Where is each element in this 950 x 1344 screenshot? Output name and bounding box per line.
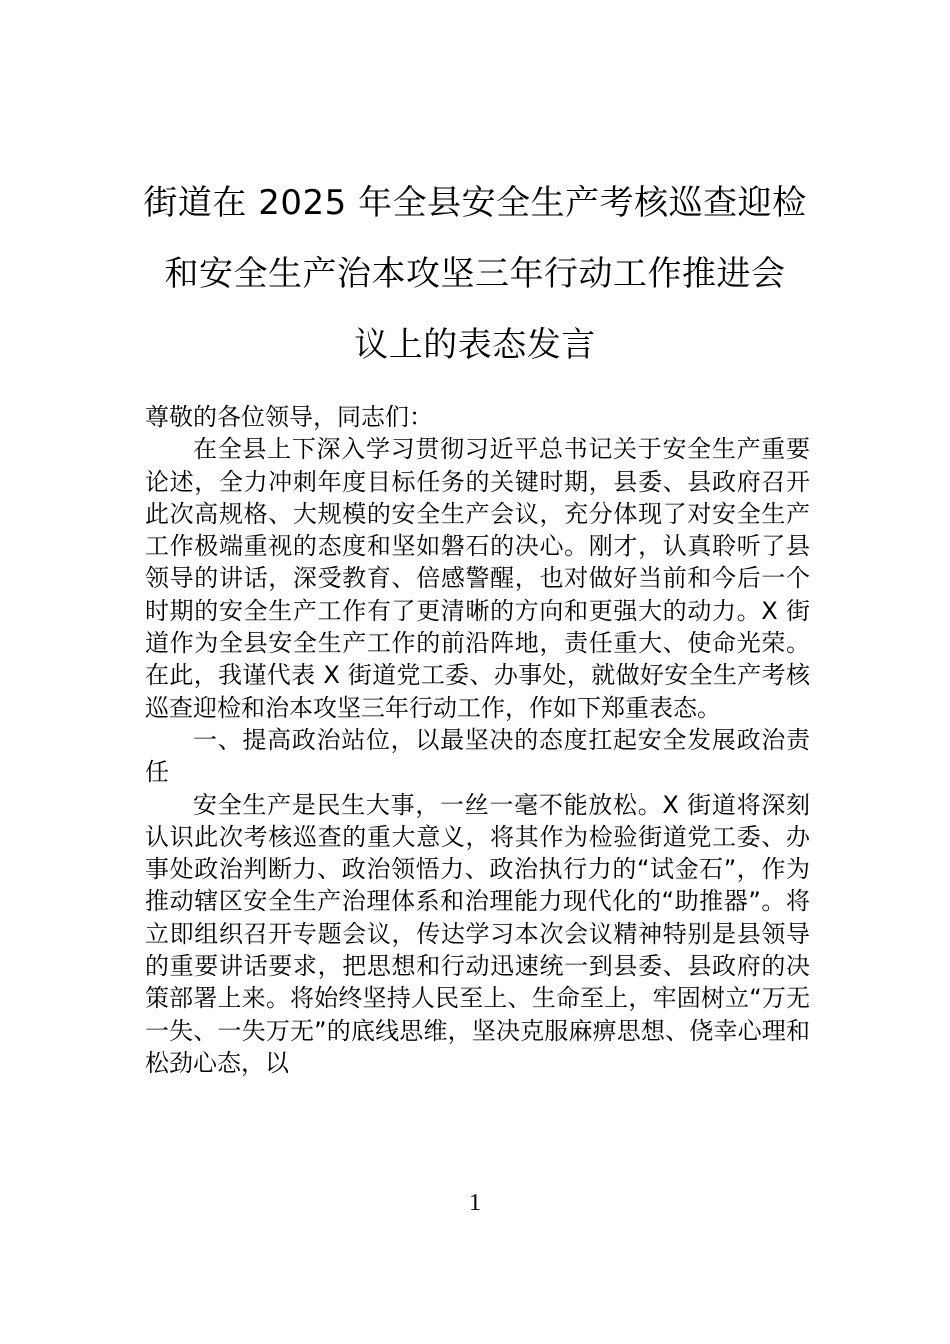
document-body [145, 401, 810, 1079]
title-line-2: 和安全生产治本攻坚三年行动工作推进会 [164, 254, 786, 294]
section-heading-1: 一、提高政治站位，以最坚决的态度扛起安全发展政治责任 [145, 725, 810, 787]
document-title [140, 168, 810, 381]
page-number: 1 [469, 1190, 481, 1216]
paragraph-section-1: 安全生产是民生大事，一丝一毫不能放松。X 街道将深刻认识此次考核巡查的重大意义，将其作为检验街道党工委、办事处政治判断力、政治领悟力、政治执行力的“试金石”，作为推动辖区安全生产治理体系和治理能力现代化的“助推器”。将立即组织召开专题会议，传达学习本次会议精神特别是县领导的重要讲话要求，把思想和行动迅速统一到县委、县政府的决策部署上来。将始终坚持人民至上、生命至上，牢固树立“万无一失、一失万无”的底线思维，坚决克服麻痹思想、侥幸心理和松劲心态，以 [145, 790, 810, 1077]
title-line-1: 街道在 2025 年全县安全生产考核巡查迎检 [143, 183, 807, 223]
salutation: 尊敬的各位领导，同志们： [145, 403, 433, 431]
title-line-3: 议上的表态发言 [354, 325, 596, 365]
paragraph-intro: 在全县上下深入学习贯彻习近平总书记关于安全生产重要论述，全力冲刺年度目标任务的关键时期，县委、县政府召开此次高规格、大规模的安全生产会议，充分体现了对安全生产工作极端重视的态度和坚如磐石的决心。刚才，认真聆听了县领导的讲话，深受教育、倍感警醒，也对做好当前和今后一个时期的安全生产工作有了更清晰的方向和更强大的动力。X 街道作为全县安全生产工作的前沿阵地，责任重大、使命光荣。在此，我谨代表 X 街道党工委、办事处，就做好安全生产考核巡查迎检和治本攻坚三年行动工作，作如下郑重表态。 [145, 435, 810, 722]
